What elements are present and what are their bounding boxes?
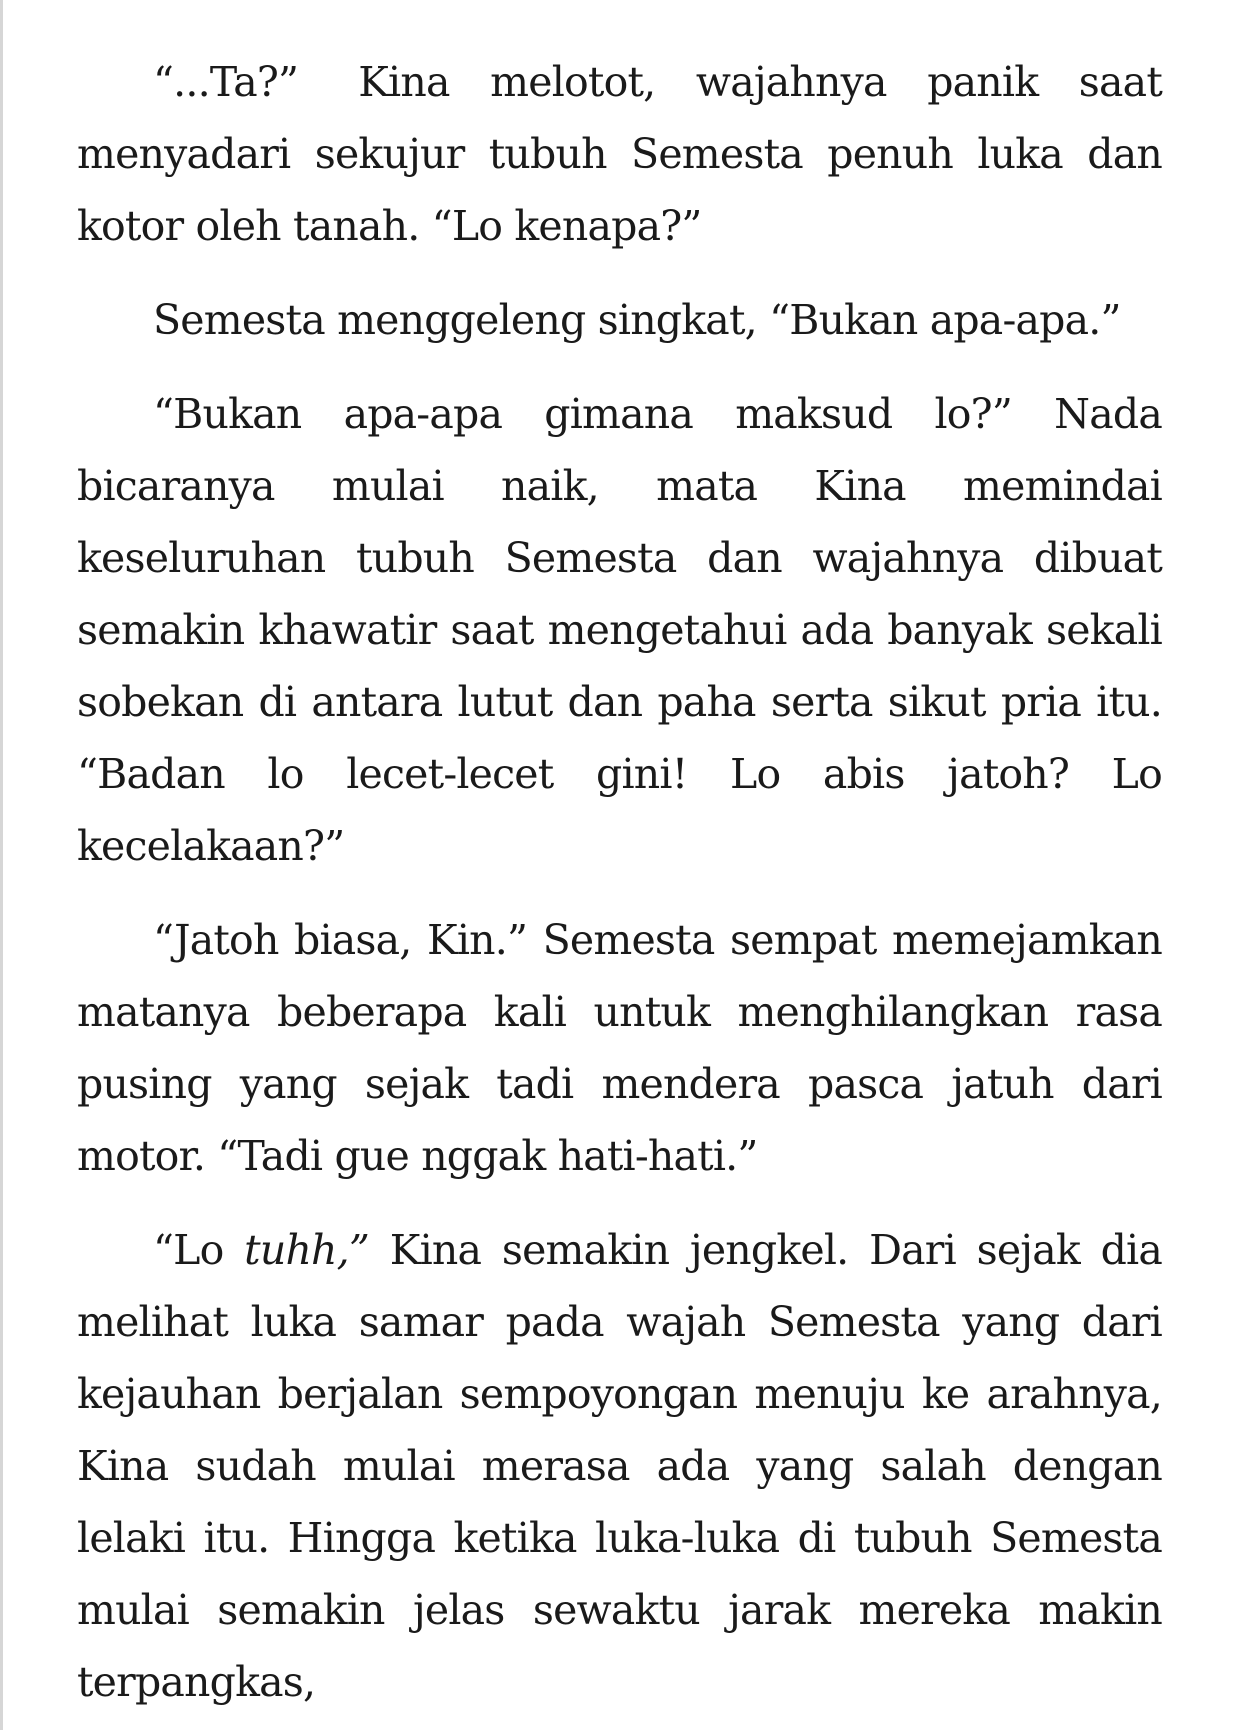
paragraph-1 [77,46,1162,262]
paragraph-5-text: Kina semakin jengkel. Dari sejak dia melihat luka samar pada wajah Semesta yang dari kejauhan berjalan sempoyongan menuju ke arahnya, Kina sudah mulai merasa ada yang salah dengan lelaki itu. Hingga ketika luka-luka di tubuh Semesta mulai semakin jelas sewaktu jarak mereka makin terpangkas, [77,1226,1162,1706]
page-edge [0,0,3,1730]
paragraph-5-lead: “Lo [153,1226,245,1274]
dialogue-ta: “...Ta?” [153,58,299,106]
paragraph-4 [77,904,1162,1192]
paragraph-3 [77,378,1162,882]
paragraph-2 [77,284,1162,356]
paragraph-5 [77,1214,1162,1718]
paragraph-1-text: Kina melotot, wajahnya panik saat menyadari sekujur tubuh Semesta penuh luka dan kotor oleh tanah. “Lo kenapa?” [77,58,1162,250]
reader-page[interactable] [77,46,1162,1718]
paragraph-2-text: Semesta menggeleng singkat, “Bukan apa-apa.” [153,296,1121,344]
paragraph-4-text: “Jatoh biasa, Kin.” Semesta sempat memejamkan matanya beberapa kali untuk menghilangkan rasa pusing yang sejak tadi mendera pasca jatuh dari motor. “Tadi gue nggak hati-hati.” [77,916,1162,1180]
paragraph-5-italic: tuhh,” [244,1226,370,1274]
paragraph-3-text: “Bukan apa-apa gimana maksud lo?” Nada bicaranya mulai naik, mata Kina memindai keseluruhan tubuh Semesta dan wajahnya dibuat semakin khawatir saat mengetahui ada banyak sekali sobekan di antara lutut dan paha serta sikut pria itu. “Badan lo lecet-lecet gini! Lo abis jatoh? Lo kecelakaan?” [77,390,1162,870]
